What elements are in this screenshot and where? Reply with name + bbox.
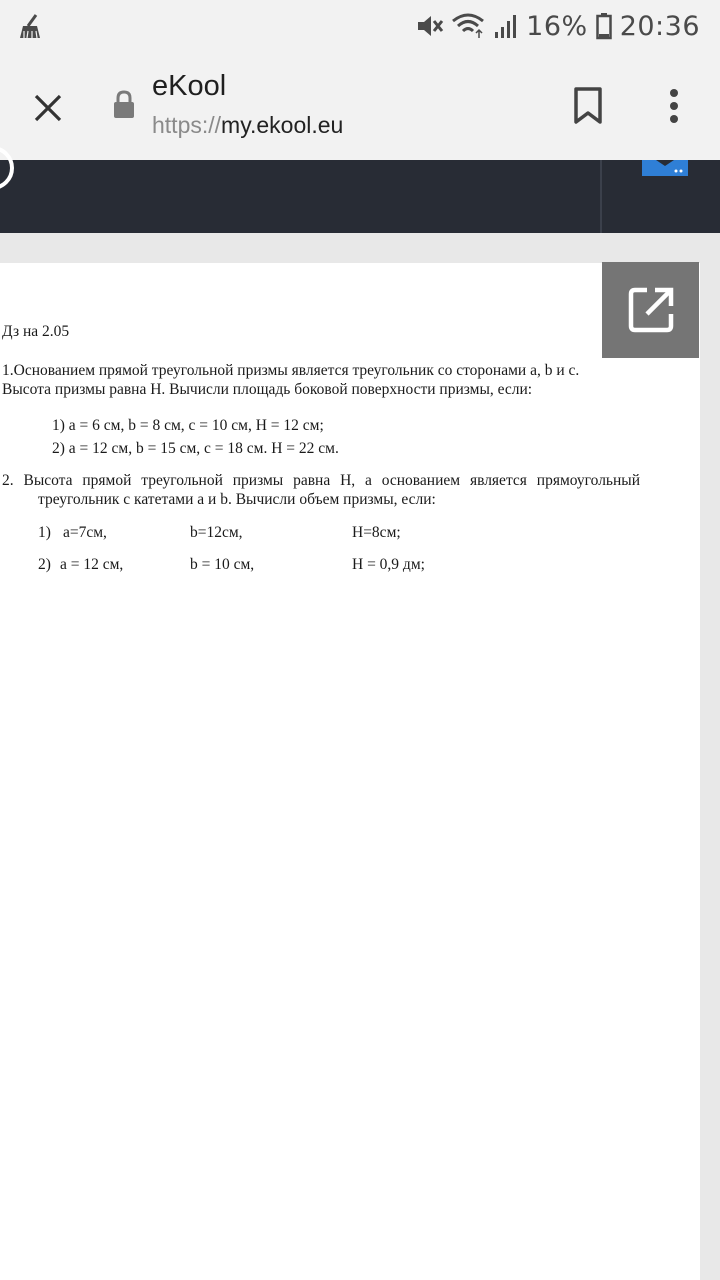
custom-tab-toolbar — [0, 52, 720, 160]
page-title: eKool — [152, 70, 227, 102]
mute-icon — [416, 13, 444, 39]
problem2-row1-b: b=12см, — [190, 524, 243, 541]
bookmark-button[interactable] — [566, 80, 610, 132]
problem2-row2-a: a = 12 см, — [60, 556, 124, 573]
inbox-icon[interactable] — [642, 160, 688, 180]
word: Высота — [23, 472, 73, 489]
problem1-line1: 1.Основанием прямой треугольной призмы является треугольник со сторонами a, b и c. — [2, 362, 580, 379]
site-header — [0, 160, 720, 233]
problem1-item2: 2) a = 12 см, b = 15 см, c = 18 см. H = 22 см. — [52, 440, 339, 457]
close-icon — [33, 93, 63, 123]
problem2-row2-h: H = 0,9 дм; — [352, 556, 425, 573]
document-page — [0, 263, 700, 1280]
status-bar — [0, 0, 720, 52]
status-icons — [416, 8, 700, 44]
wifi-icon — [452, 13, 486, 39]
url-host: my.ekool.eu — [221, 112, 344, 138]
more-options-button[interactable] — [652, 80, 696, 132]
word: 2. — [2, 472, 14, 489]
word: треугольной — [141, 472, 223, 489]
lock-icon[interactable] — [112, 90, 136, 120]
word: основанием — [381, 472, 461, 489]
problem1-line2: Высота призмы равна H. Вычисли площадь боковой поверхности призмы, если: — [2, 381, 533, 398]
cleaner-icon — [16, 12, 44, 40]
word: прямоугольный — [536, 472, 640, 489]
signal-icon — [494, 13, 518, 39]
problem2-row1-a: a=7см, — [63, 524, 107, 541]
url-scheme: https:// — [152, 112, 222, 138]
open-in-new-icon — [627, 286, 675, 334]
word: H, — [340, 472, 356, 489]
document-heading: Дз на 2.05 — [2, 323, 70, 340]
battery-icon — [596, 12, 612, 40]
problem2-line1 — [2, 472, 640, 490]
problem2-row1-h: H=8см; — [352, 524, 401, 541]
page-url — [152, 112, 343, 139]
problem2-line2: треугольник с катетами a и b. Вычисли объем призмы, если: — [38, 491, 436, 508]
header-divider — [600, 160, 602, 233]
word: прямой — [82, 472, 132, 489]
problem2-row2-b: b = 10 см, — [190, 556, 255, 573]
open-external-button[interactable] — [602, 262, 699, 358]
battery-percent: 16% — [526, 10, 588, 42]
word: призмы — [232, 472, 284, 489]
word: равна — [293, 472, 331, 489]
word: а — [365, 472, 372, 489]
problem2-row2-number: 2) — [38, 556, 51, 573]
more-vert-icon — [669, 89, 679, 123]
problem2-row1-number: 1) — [38, 524, 51, 541]
close-button[interactable] — [24, 84, 72, 132]
problem1-item1: 1) a = 6 см, b = 8 см, c = 10 см, H = 12 см; — [52, 417, 324, 434]
word: является — [469, 472, 527, 489]
clock: 20:36 — [619, 10, 700, 42]
bookmark-icon — [573, 87, 603, 125]
